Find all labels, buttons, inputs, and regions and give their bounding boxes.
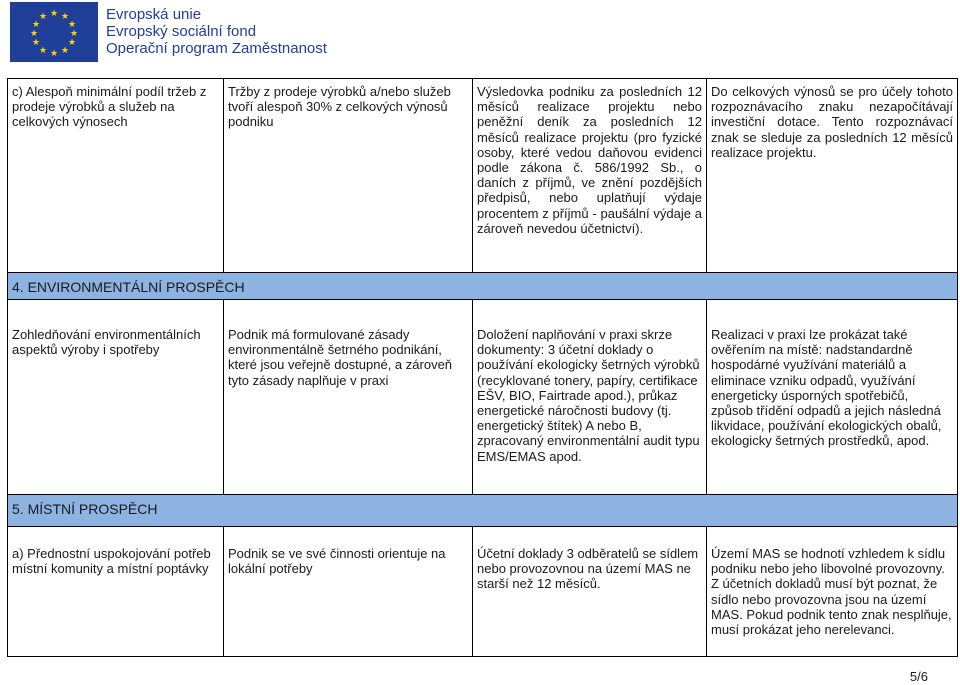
note-cell: Do celkových výnosů se pro účely tohoto rozpoznávacího znaku nezapočítávají investiční dotace. Tento rozpoznávací znak se sleduje za posledních 12 měsíců realizace projektu. <box>711 84 953 160</box>
logo-line-eu: Evropská unie <box>106 6 202 23</box>
eu-flag-icon: ★ ★ ★ ★ ★ ★ ★ ★ ★ ★ ★ ★ <box>10 2 98 62</box>
page-number: 5/6 <box>909 669 928 684</box>
table-spacer-row <box>7 473 958 494</box>
evidence-cell: Výsledovka podniku za posledních 12 měsíců realizace projektu nebo peněžní deník za posledních 12 měsíců realizace projektu (pro fyzické osoby, které vedou daňovou evidenci podle zákona č. 586/1992 Sb., o daních z příjmů, ve znění pozdějších předpisů, nebo uplatňují výdaje procentem z příjmů - paušální výdaje a zároveň nevedou účetnictví). <box>473 79 707 272</box>
criteria-table <box>7 78 958 657</box>
section-header-local <box>7 494 958 527</box>
logo-text <box>106 6 327 57</box>
table-row-environmental <box>7 321 958 473</box>
condition-cell: Tržby z prodeje výrobků a/nebo služeb tvoří alespoň 30% z celkových výnosů podniku <box>224 79 473 272</box>
condition-cell: Podnik má formulované zásady environmentálně šetrného podnikání, které jsou veřejně dostupné, a zároveň tyto zásady naplňuje v praxi <box>224 321 473 473</box>
table-row-c <box>7 78 958 272</box>
table-row-local <box>7 540 958 657</box>
note-cell: Realizaci v praxi lze prokázat také ověřením na místě: nadstandardně hospodárné využívání materiálů a eliminace vzniku odpadů, využívání energeticky úsporných spotřebičů, způsob třídění odpadů a jejich následná likvidace, používání ekologických obalů, ekologicky šetrných prostředků, apod. <box>711 327 942 449</box>
section-title: 5. MÍSTNÍ PROSPĚCH <box>12 501 158 517</box>
table-spacer-row <box>7 527 958 540</box>
note-cell: Území MAS se hodnotí vzhledem k sídlu podniku nebo jeho libovolné provozovny. Z účetních dokladů musí být poznat, že sídlo nebo provozovna jsou na území MAS. Pokud podnik tento znak nesplňuje, musí prokázat jeho nerelevanci. <box>711 546 952 638</box>
evidence-cell: Doložení naplňování v praxi skrze dokumenty: 3 účetní doklady o používání ekologicky šetrných výrobků (recyklované tonery, papíry, certifikace EŠV, BIO, Fairtrade apod.), průkaz energetické náročnosti budovy (tj. energetický štítek) A nebo B, zpracovaný environmentální audit typu EMS/EMAS apod. <box>473 321 707 473</box>
criterion-cell: a) Přednostní uspokojování potřeb místní komunity a místní poptávky <box>8 540 224 656</box>
section-title: 4. ENVIRONMENTÁLNÍ PROSPĚCH <box>12 279 245 295</box>
section-header-environmental <box>7 272 958 300</box>
condition-cell: Podnik se ve své činnosti orientuje na lokální potřeby <box>224 540 473 656</box>
criterion-cell: Zohledňování environmentálních aspektů výroby i spotřeby <box>8 321 224 473</box>
criterion-cell: c) Alespoň minimální podíl tržeb z prodeje výrobků a služeb na celkových výnosech <box>8 79 224 272</box>
logo-line-esf: Evropský sociální fond <box>106 23 257 40</box>
eu-esf-logo <box>10 2 330 64</box>
table-spacer-row <box>7 300 958 321</box>
logo-line-op: Operační program Zaměstnanost <box>106 40 327 57</box>
evidence-cell: Účetní doklady 3 odběratelů se sídlem nebo provozovnou na území MAS ne starší než 12 měsíců. <box>473 540 707 656</box>
